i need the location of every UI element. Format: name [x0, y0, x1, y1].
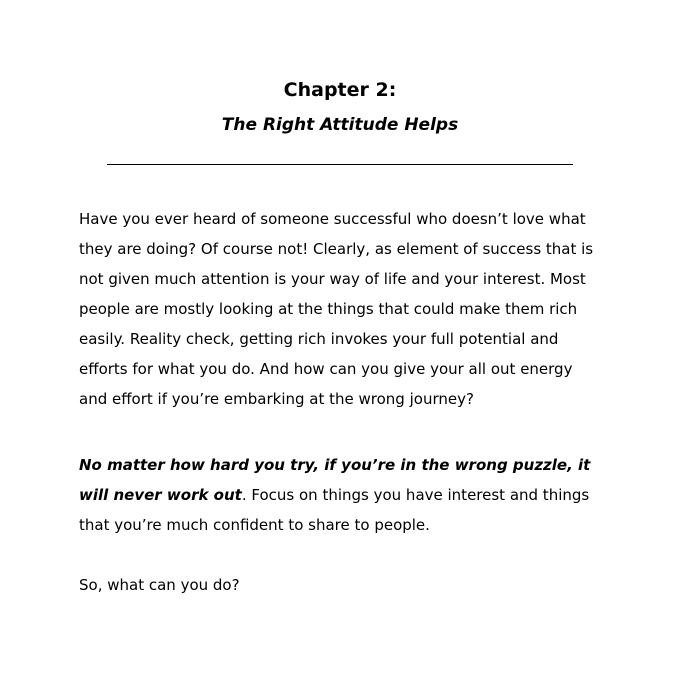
chapter-subtitle: The Right Attitude Helps — [221, 115, 459, 135]
paragraph-line: they are doing? Of course not! Clearly, as element of success that is — [79, 240, 594, 258]
body-text: . Focus on things you have interest and things — [241, 486, 590, 504]
paragraph-question: So, what can you do? — [79, 576, 240, 594]
paragraph-line — [79, 480, 619, 510]
paragraph-intro — [79, 204, 619, 414]
emphasis-text: will never work out — [79, 486, 242, 504]
paragraph-line: not given much attention is your way of life and your interest. Most — [79, 270, 586, 288]
paragraph-line — [79, 450, 619, 480]
emphasis-text: No matter how hard you try, if you’re in the wrong puzzle, it — [79, 456, 591, 474]
paragraph-line: Have you ever heard of someone successful who doesn’t love what — [79, 210, 586, 228]
title-divider — [107, 164, 573, 165]
chapter-title: Chapter 2: — [283, 79, 397, 101]
paragraph-line: easily. Reality check, getting rich invokes your full potential and — [79, 330, 559, 348]
paragraph-line: that you’re much confident to share to people. — [79, 516, 430, 534]
paragraph-line: efforts for what you do. And how can you give your all out energy — [79, 360, 573, 378]
paragraph-line: and effort if you’re embarking at the wrong journey? — [79, 390, 474, 408]
paragraph-emphasis — [79, 450, 619, 540]
paragraph-line: people are mostly looking at the things that could make them rich — [79, 300, 578, 318]
